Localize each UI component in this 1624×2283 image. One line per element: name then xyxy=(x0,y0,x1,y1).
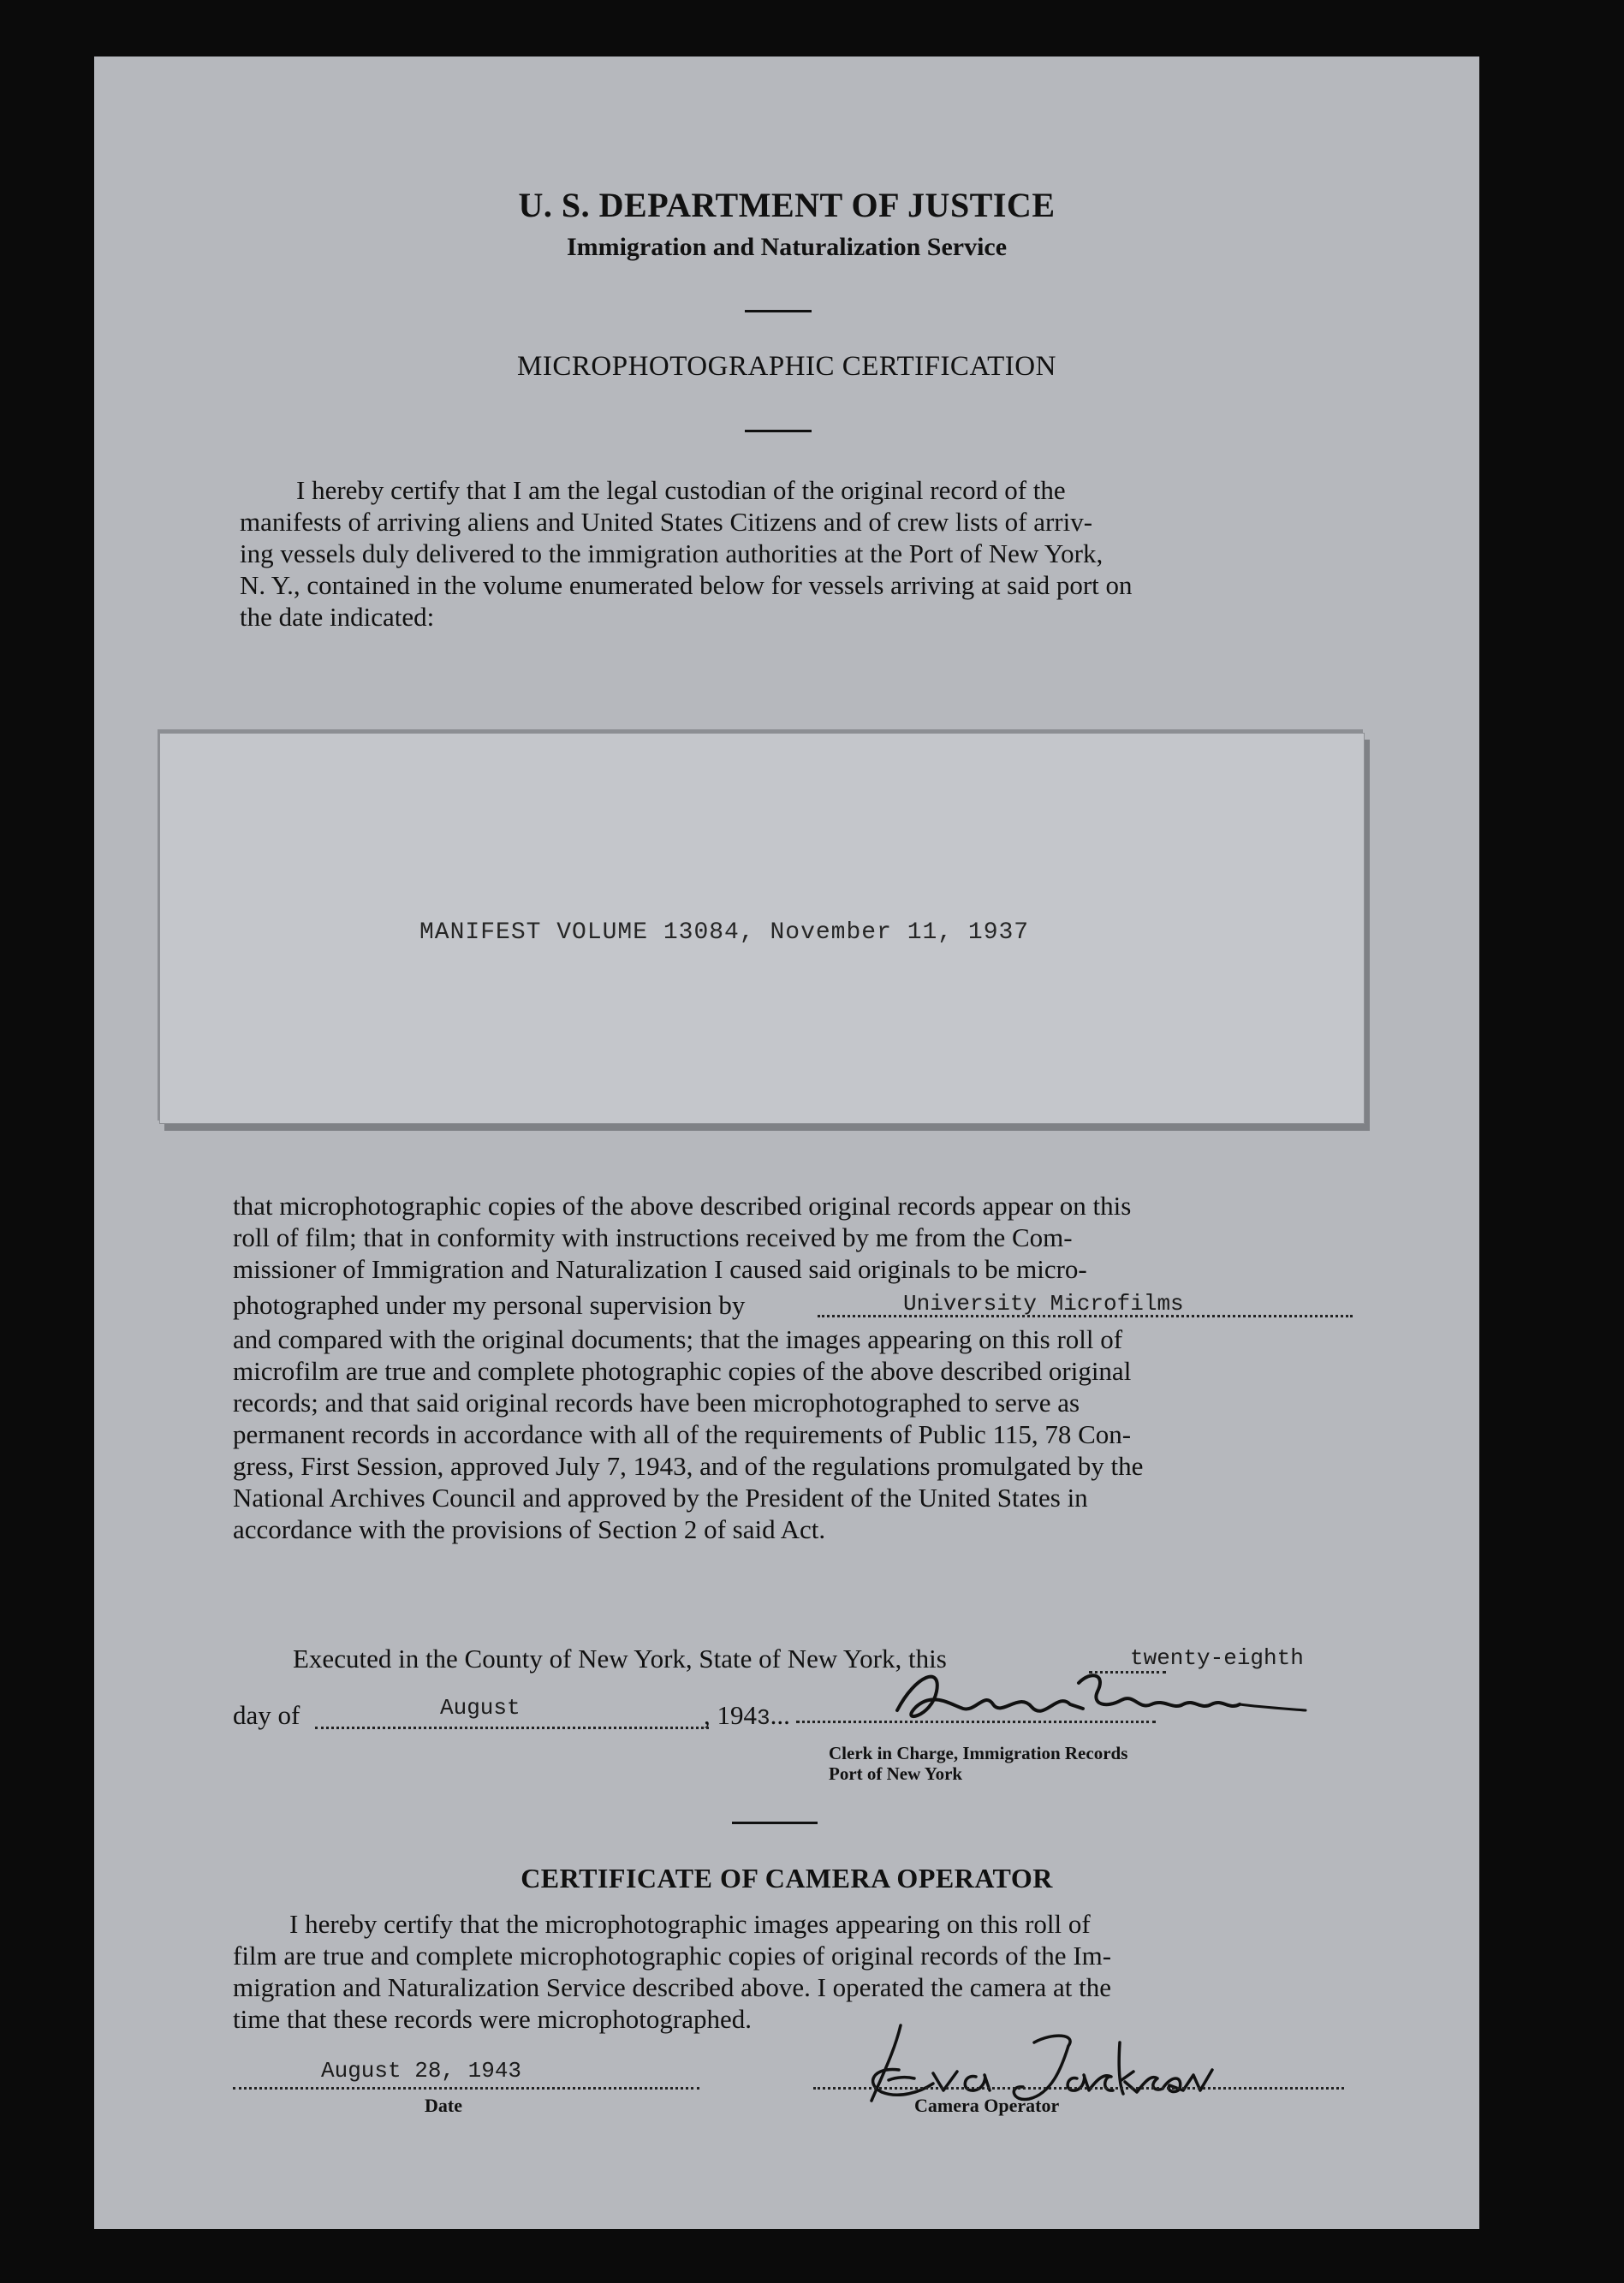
clerk-signature-line xyxy=(796,1721,1156,1723)
filmed-by-value: University Microfilms xyxy=(903,1291,1184,1317)
camera-line: migration and Naturalization Service described above. I operated the camera at the xyxy=(233,1972,1111,2002)
intro-line: manifests of arriving aliens and United States Citizens and of crew lists of arriv- xyxy=(240,507,1093,537)
camera-operator-heading: CERTIFICATE OF CAMERA OPERATOR xyxy=(521,1863,1053,1894)
operator-date-value: August 28, 1943 xyxy=(321,2058,522,2084)
intro-line: ing vessels duly delivered to the immigration authorities at the Port of New York, xyxy=(240,538,1103,568)
month-dotted-line xyxy=(315,1727,709,1729)
body-line: microfilm are true and complete photographic copies of the above described original xyxy=(233,1356,1132,1386)
manifest-volume-text: MANIFEST VOLUME 13084, November 11, 1937 xyxy=(419,919,1030,946)
year-digit: 3 xyxy=(757,1705,770,1731)
body-line: accordance with the provisions of Section 2 of said Act. xyxy=(233,1514,826,1544)
department-heading: U. S. DEPARTMENT OF JUSTICE xyxy=(518,186,1056,224)
body-line: records; and that said original records have been microphotographed to serve as xyxy=(233,1388,1080,1418)
intro-line: the date indicated: xyxy=(240,602,435,632)
body-line: permanent records in accordance with all of the requirements of Public 115, 78 Con- xyxy=(233,1419,1132,1449)
body-paragraph xyxy=(233,1190,1353,1285)
body-line: roll of film; that in conformity with instructions received by me from the Com- xyxy=(233,1222,1073,1252)
body-paragraph-continued xyxy=(233,1323,1353,1545)
body-line: gress, First Session, approved July 7, 1943, and of the regulations promulgated by the xyxy=(233,1451,1144,1481)
body-line: National Archives Council and approved by the President of the United States in xyxy=(233,1483,1088,1513)
clerk-signature xyxy=(882,1657,1310,1751)
execution-month-value: August xyxy=(440,1695,521,1721)
intro-line: N. Y., contained in the volume enumerated below for vessels arriving at said port on xyxy=(240,570,1133,600)
camera-line: time that these records were microphotographed. xyxy=(233,2004,752,2034)
execution-line xyxy=(293,1644,947,1674)
body-line: and compared with the original documents; that the images appearing on this roll of xyxy=(233,1324,1123,1354)
header-divider-bottom xyxy=(745,430,812,432)
clerk-title-line2: Port of New York xyxy=(829,1763,963,1784)
date-label: Date xyxy=(425,2095,462,2116)
execution-day-value: twenty-eighth xyxy=(1130,1645,1304,1671)
date-dotted-line xyxy=(233,2087,699,2090)
service-subheading: Immigration and Naturalization Service xyxy=(566,233,1008,261)
camera-operator-label: Camera Operator xyxy=(914,2095,1060,2116)
execution-year: , 1943... xyxy=(704,1700,790,1731)
execution-prefix: Executed in the County of New York, State of New York, this xyxy=(293,1644,947,1674)
camera-paragraph xyxy=(233,1908,1351,2035)
day-of-label: day of xyxy=(233,1700,300,1730)
clerk-title-line1: Clerk in Charge, Immigration Records xyxy=(829,1743,1128,1763)
operator-dotted-line xyxy=(813,2087,1344,2090)
header-divider-top xyxy=(745,310,812,312)
intro-line: I hereby certify that I am the legal custodian of the original record of the xyxy=(296,475,1066,505)
year-prefix: , 194 xyxy=(704,1700,757,1730)
section-divider xyxy=(732,1822,818,1824)
supervision-line xyxy=(233,1289,745,1321)
camera-line: I hereby certify that the microphotographic images appearing on this roll of xyxy=(289,1909,1091,1939)
body-line: missioner of Immigration and Naturalization I caused said originals to be micro- xyxy=(233,1254,1087,1284)
execution-date-line xyxy=(233,1700,300,1731)
certificate-page xyxy=(94,56,1479,2229)
body-line: that microphotographic copies of the above described original records appear on this xyxy=(233,1191,1132,1221)
intro-paragraph xyxy=(240,474,1351,633)
supervision-prefix: photographed under my personal supervision by xyxy=(233,1290,746,1320)
certification-title: MICROPHOTOGRAPHIC CERTIFICATION xyxy=(517,351,1056,382)
camera-line: film are true and complete microphotographic copies of original records of the Im- xyxy=(233,1941,1112,1971)
